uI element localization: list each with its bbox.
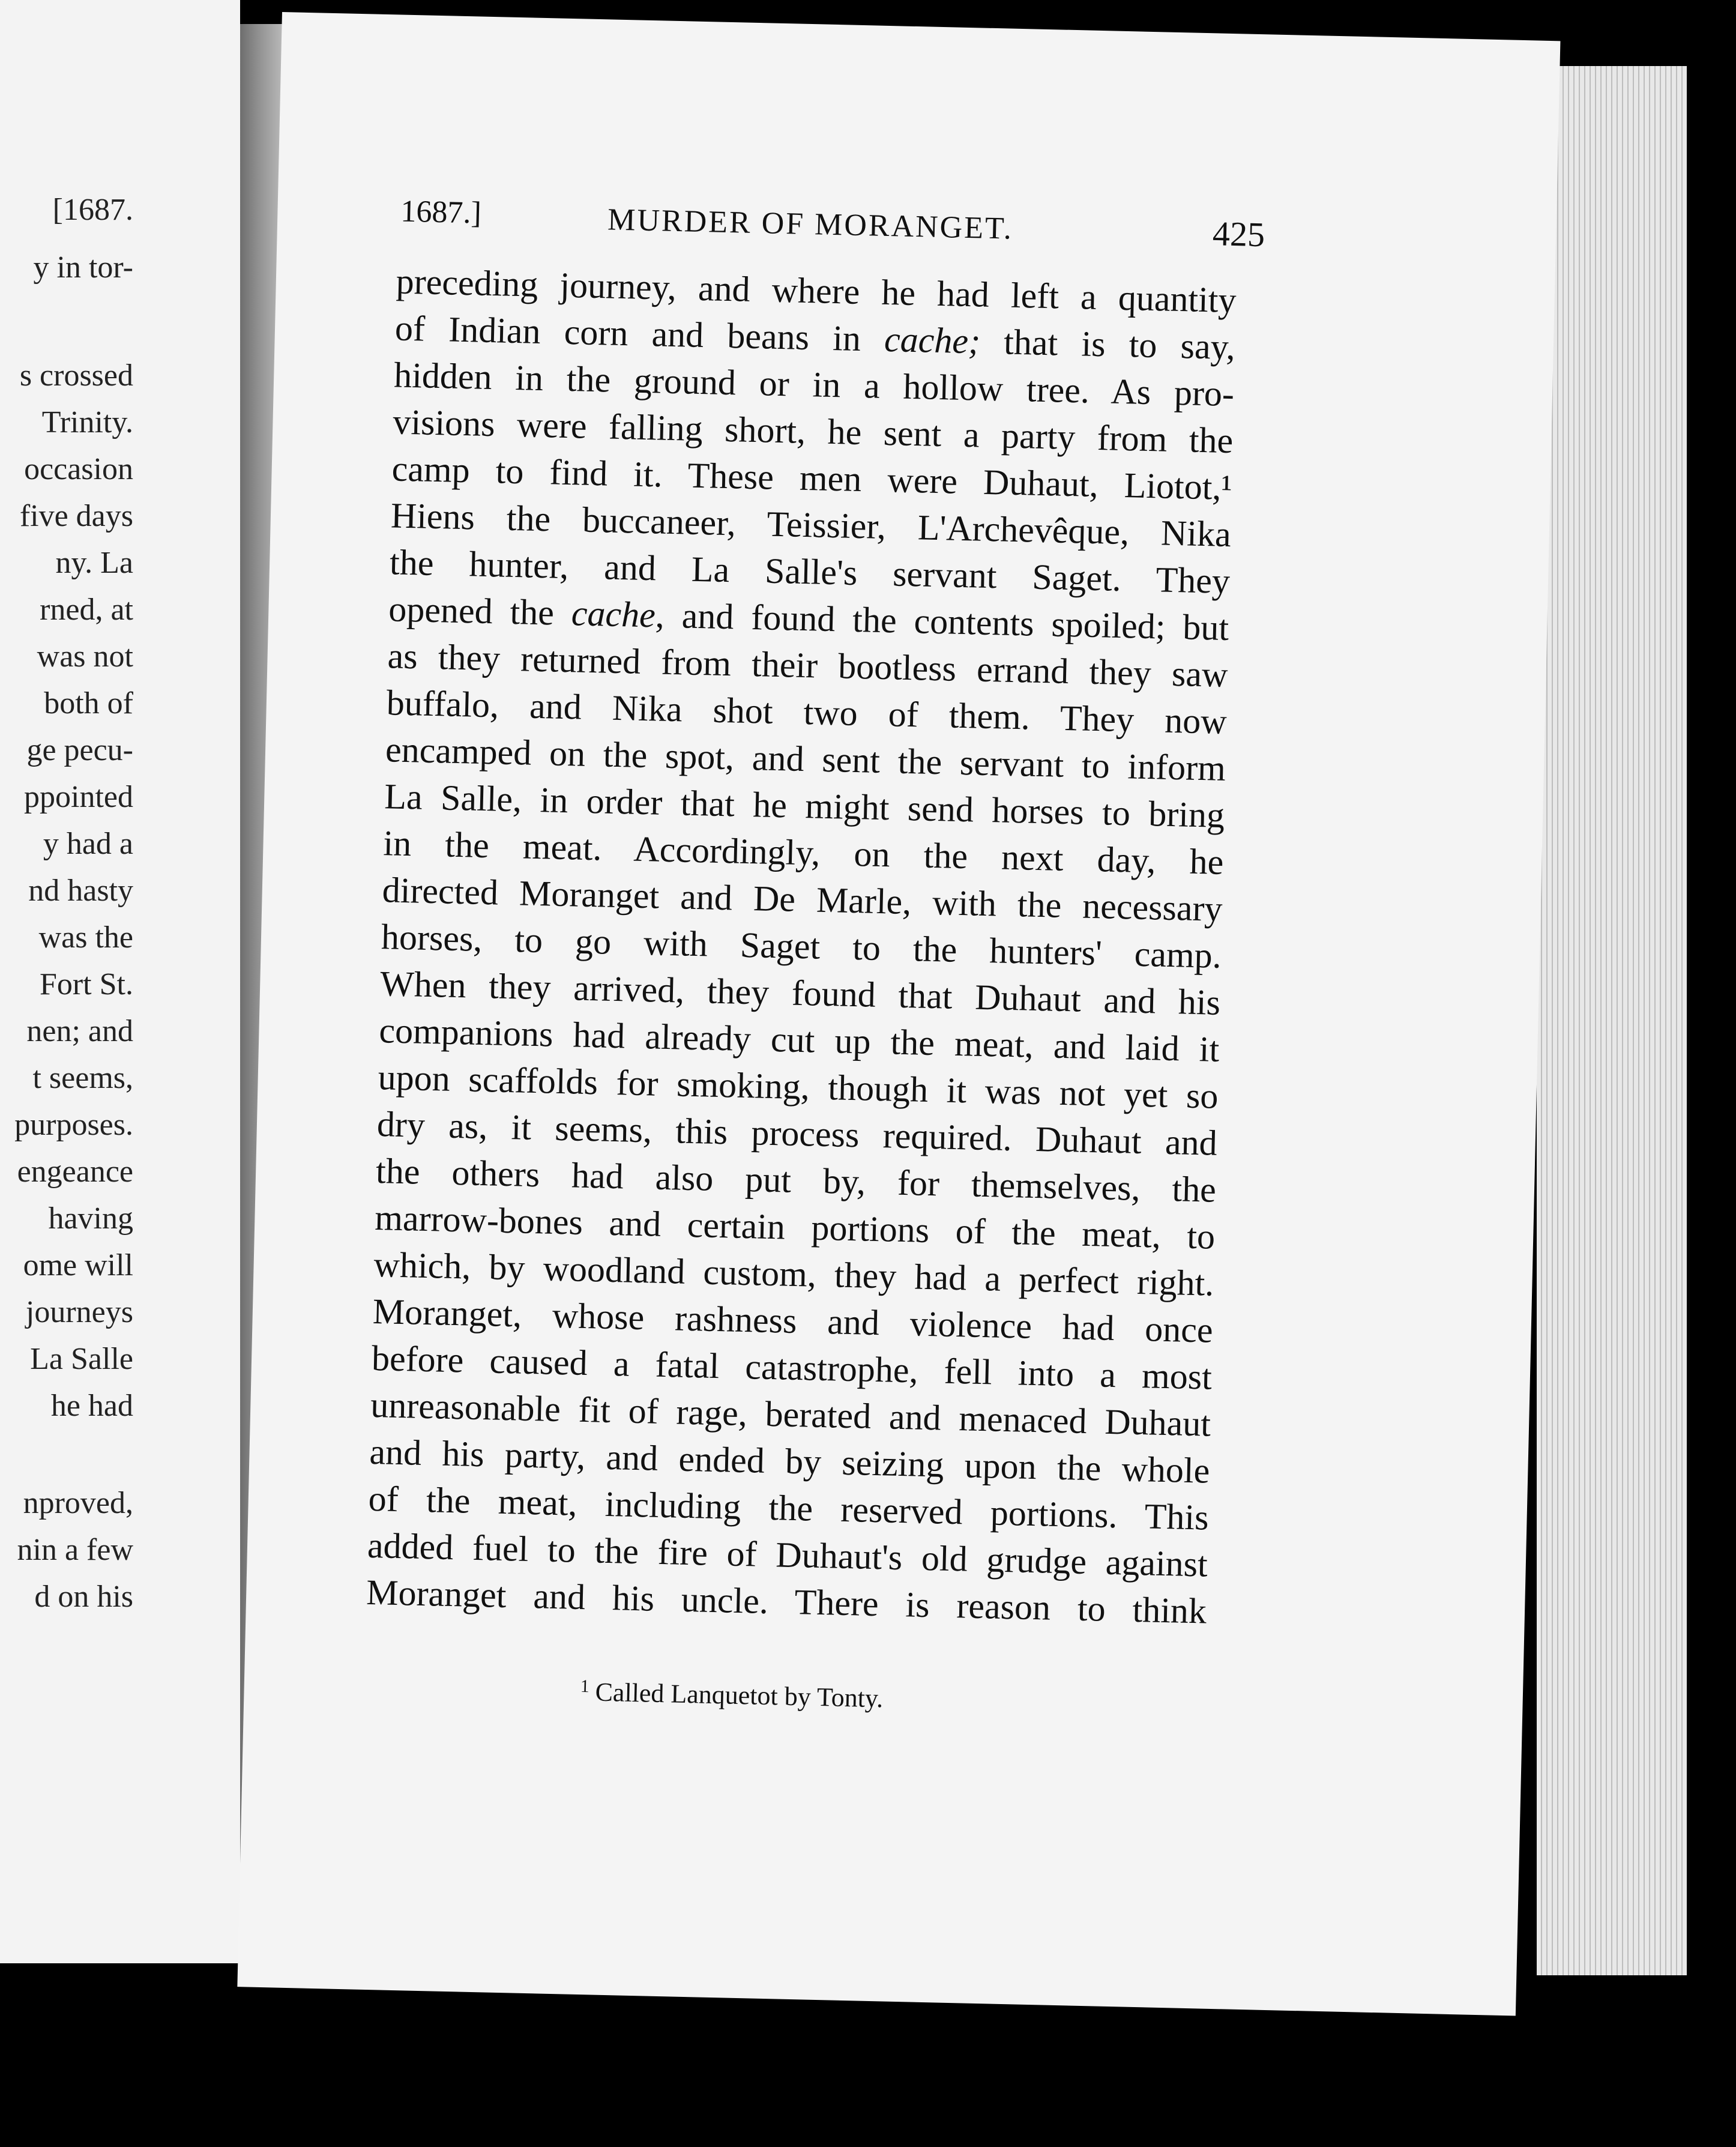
body-line: unreasonable fit of rage, berated and menaced Duhaut xyxy=(370,1385,1211,1444)
left-page-line: both of xyxy=(44,686,133,720)
running-head-title: MURDER OF MORANGET. xyxy=(607,202,1014,246)
running-head xyxy=(400,194,1265,255)
left-page-line: La Salle xyxy=(30,1342,133,1376)
body-line: encamped on the spot, and sent the servant to inform xyxy=(385,729,1226,788)
body-line: preceding journey, and where he had left a quantity xyxy=(396,261,1237,321)
body-line: Moranget and his uncle. There is reason to think xyxy=(366,1572,1207,1631)
left-page-line: five days xyxy=(19,499,133,533)
footnote-text: Called Lanquetot by Tonty. xyxy=(595,1677,884,1714)
body-line: and his party, and ended by seizing upon the whole xyxy=(369,1431,1211,1491)
body-line: of Indian corn and beans in cache; that is to say, xyxy=(394,308,1236,367)
body-line: the hunter, and La Salle's servant Saget. They xyxy=(389,542,1231,602)
left-page-line: d on his xyxy=(34,1580,133,1614)
body-text xyxy=(366,258,1237,1634)
left-page-line: was not xyxy=(37,639,133,674)
left-page-line: ppointed xyxy=(24,780,133,814)
left-page-line: nd hasty xyxy=(28,874,133,908)
page-edges xyxy=(1537,66,1687,1975)
italic-term: cache xyxy=(571,593,656,635)
body-line: visions were falling short, he sent a party from the xyxy=(392,402,1234,461)
left-page-line: Trinity. xyxy=(41,405,133,439)
body-line: as they returned from their bootless errand they saw xyxy=(387,636,1229,695)
body-line: before caused a fatal catastrophe, fell into a most xyxy=(371,1338,1213,1397)
running-head-year: 1687.] xyxy=(400,194,482,231)
left-page-line: nen; and xyxy=(26,1014,133,1048)
left-page-line: purposes. xyxy=(14,1108,133,1142)
body-line: marrow-bones and certain portions of the meat, to xyxy=(374,1198,1216,1257)
body-line: in the meat. Accordingly, on the next day, he xyxy=(382,823,1225,882)
body-line: companions had already cut up the meat, and laid it xyxy=(378,1010,1220,1069)
left-page-line: having xyxy=(48,1201,133,1236)
left-page-line: y had a xyxy=(43,827,133,861)
body-line: When they arrived, they found that Duhaut and his xyxy=(379,964,1221,1022)
left-page-text xyxy=(0,0,240,1963)
left-page-line: ny. La xyxy=(55,546,133,580)
left-page-line: engeance xyxy=(17,1155,133,1189)
left-page-line: rned, at xyxy=(40,593,133,627)
body-line: which, by woodland custom, they had a perfect right. xyxy=(373,1245,1215,1303)
body-line: the others had also put by, for themselves, the xyxy=(375,1151,1217,1210)
body-line: of the meat, including the reserved portions. This xyxy=(368,1478,1210,1538)
body-line: La Salle, in order that he might send horses to bring xyxy=(384,776,1225,835)
left-page-line: s crossed xyxy=(19,358,133,393)
left-page-line: y in tor- xyxy=(33,250,133,285)
left-page-line: ome will xyxy=(23,1248,133,1282)
body-line: camp to find it. These men were Duhaut, Liotot,¹ xyxy=(391,448,1233,508)
italic-term: cache; xyxy=(884,319,981,361)
left-page-line: he had xyxy=(50,1389,133,1423)
left-facing-page xyxy=(0,0,240,1963)
body-line: buffalo, and Nika shot two of them. They now xyxy=(386,683,1228,741)
footnote-marker: 1 xyxy=(580,1676,590,1697)
page-number: 425 xyxy=(1212,214,1265,255)
left-page-line: journeys xyxy=(25,1295,133,1329)
footnote xyxy=(580,1676,884,1714)
right-page xyxy=(237,12,1560,2016)
body-line: Hiens the buccaneer, Teissier, L'Archevêque, Nika xyxy=(390,495,1232,555)
body-line: dry as, it seems, this process required. Duhaut and xyxy=(376,1104,1218,1163)
left-page-line: nin a few xyxy=(17,1533,133,1567)
body-line: opened the cache, and found the contents spoiled; but xyxy=(388,589,1229,648)
left-page-line: ge pecu- xyxy=(26,733,133,767)
body-line: horses, to go with Saget to the hunters' camp. xyxy=(381,917,1222,976)
left-page-line: was the xyxy=(38,920,133,955)
body-line: added fuel to the fire of Duhaut's old grudge against xyxy=(367,1525,1208,1584)
left-page-line: occasion xyxy=(24,452,133,486)
body-line: upon scaffolds for smoking, though it was not yet so xyxy=(378,1057,1219,1116)
left-page-line: t seems, xyxy=(32,1061,133,1095)
body-line: directed Moranget and De Marle, with the necessary xyxy=(382,870,1223,929)
left-page-line: [1687. xyxy=(52,193,133,227)
body-line: hidden in the ground or in a hollow tree. As pro- xyxy=(393,355,1235,414)
left-page-line: Fort St. xyxy=(39,967,133,1001)
left-page-line: nproved, xyxy=(23,1486,133,1520)
body-line: Moranget, whose rashness and violence had once xyxy=(372,1291,1214,1350)
